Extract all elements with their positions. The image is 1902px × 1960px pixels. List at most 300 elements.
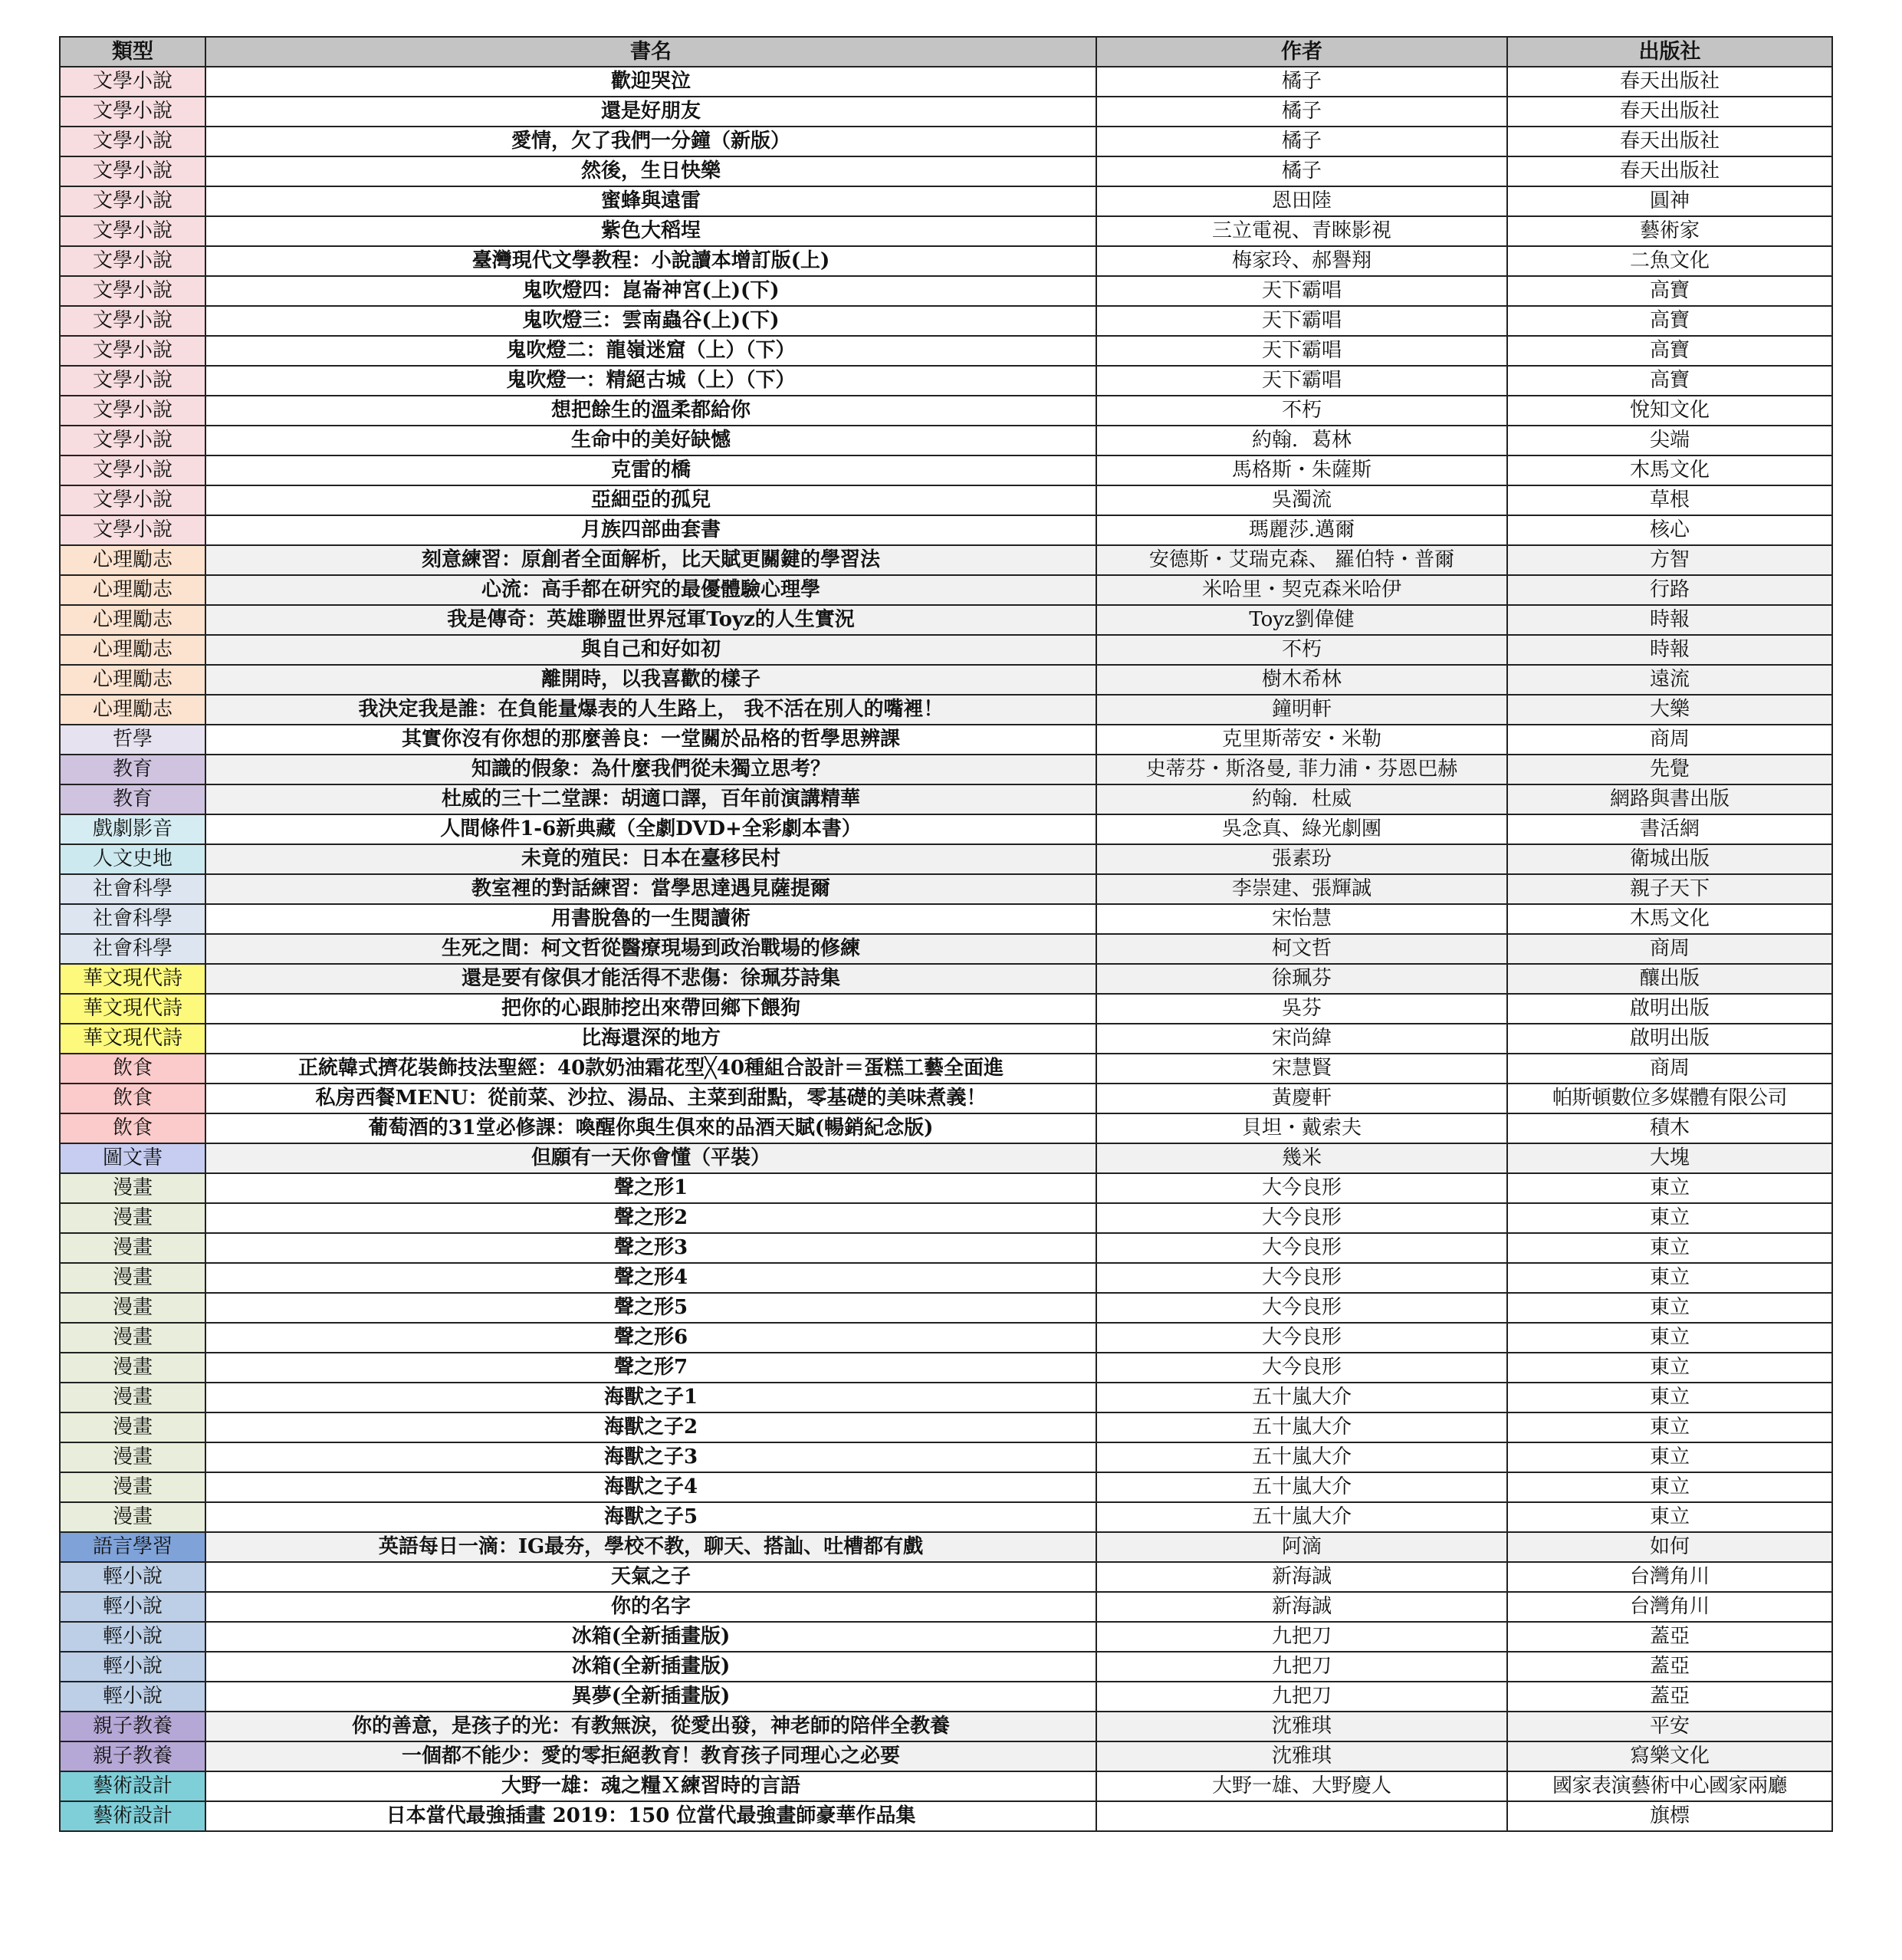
type-cell: 輕小說 — [60, 1562, 205, 1592]
table-row — [60, 1771, 1832, 1801]
author-cell: 米哈里・契克森米哈伊 — [1096, 575, 1507, 605]
type-cell: 文學小說 — [60, 246, 205, 276]
publisher-cell: 蓋亞 — [1507, 1622, 1832, 1652]
table-row — [60, 1412, 1832, 1442]
table-row — [60, 1712, 1832, 1741]
table-row — [60, 635, 1832, 665]
table-row — [60, 725, 1832, 755]
type-cell: 華文現代詩 — [60, 994, 205, 1024]
publisher-cell: 書活網 — [1507, 814, 1832, 844]
table-row — [60, 1054, 1832, 1084]
title-cell: 天氣之子 — [205, 1562, 1096, 1592]
title-cell: 生命中的美好缺憾 — [205, 426, 1096, 455]
table-row — [60, 1084, 1832, 1113]
table-row — [60, 784, 1832, 814]
publisher-cell: 東立 — [1507, 1353, 1832, 1383]
type-cell: 漫畫 — [60, 1383, 205, 1412]
author-cell: 五十嵐大介 — [1096, 1412, 1507, 1442]
type-cell: 文學小說 — [60, 455, 205, 485]
type-cell: 文學小說 — [60, 67, 205, 97]
author-cell: 大今良形 — [1096, 1203, 1507, 1233]
title-cell: 日本當代最強插畫 2019：150 位當代最強畫師豪華作品集 — [205, 1801, 1096, 1831]
title-cell: 把你的心跟肺挖出來帶回鄉下餵狗 — [205, 994, 1096, 1024]
type-cell: 文學小說 — [60, 97, 205, 127]
publisher-cell: 台灣角川 — [1507, 1562, 1832, 1592]
type-cell: 文學小說 — [60, 396, 205, 426]
publisher-cell: 東立 — [1507, 1233, 1832, 1263]
table-row — [60, 1682, 1832, 1712]
table-row — [60, 1562, 1832, 1592]
publisher-cell: 春天出版社 — [1507, 97, 1832, 127]
table-row — [60, 246, 1832, 276]
publisher-cell: 核心 — [1507, 515, 1832, 545]
table-row — [60, 186, 1832, 216]
publisher-cell: 東立 — [1507, 1383, 1832, 1412]
table-row — [60, 1442, 1832, 1472]
publisher-cell: 先覺 — [1507, 755, 1832, 784]
author-cell: 新海誠 — [1096, 1592, 1507, 1622]
table-row — [60, 605, 1832, 635]
table-row — [60, 844, 1832, 874]
publisher-cell: 旗標 — [1507, 1801, 1832, 1831]
type-cell: 輕小說 — [60, 1652, 205, 1682]
table-row — [60, 396, 1832, 426]
type-cell: 華文現代詩 — [60, 964, 205, 994]
table-row — [60, 1801, 1832, 1831]
author-cell: 瑪麗莎.邁爾 — [1096, 515, 1507, 545]
publisher-cell: 蓋亞 — [1507, 1682, 1832, 1712]
type-cell: 漫畫 — [60, 1203, 205, 1233]
table-row — [60, 1024, 1832, 1054]
title-cell: 海獸之子5 — [205, 1502, 1096, 1532]
author-cell: 沈雅琪 — [1096, 1741, 1507, 1771]
author-cell: 徐珮芬 — [1096, 964, 1507, 994]
title-cell: 我是傳奇：英雄聯盟世界冠軍Toyz的人生實況 — [205, 605, 1096, 635]
author-cell: 大今良形 — [1096, 1293, 1507, 1323]
type-cell: 心理勵志 — [60, 695, 205, 725]
author-cell: 黃慶軒 — [1096, 1084, 1507, 1113]
publisher-cell: 高寶 — [1507, 366, 1832, 396]
publisher-cell: 遠流 — [1507, 665, 1832, 695]
publisher-cell: 東立 — [1507, 1293, 1832, 1323]
type-cell: 飲食 — [60, 1054, 205, 1084]
type-cell: 文學小說 — [60, 515, 205, 545]
type-cell: 漫畫 — [60, 1353, 205, 1383]
table-row — [60, 97, 1832, 127]
table-row — [60, 1592, 1832, 1622]
type-cell: 輕小說 — [60, 1622, 205, 1652]
title-cell: 英語每日一滴：IG最夯，學校不教，聊天、搭訕、吐槽都有戲 — [205, 1532, 1096, 1562]
table-row — [60, 67, 1832, 97]
table-row — [60, 515, 1832, 545]
table-row — [60, 874, 1832, 904]
title-cell: 然後，生日快樂 — [205, 156, 1096, 186]
publisher-cell: 商周 — [1507, 725, 1832, 755]
title-cell: 正統韓式擠花裝飾技法聖經：40款奶油霜花型╳40種組合設計＝蛋糕工藝全面進 — [205, 1054, 1096, 1084]
publisher-cell: 時報 — [1507, 635, 1832, 665]
title-cell: 海獸之子1 — [205, 1383, 1096, 1412]
author-cell: 宋慧賢 — [1096, 1054, 1507, 1084]
publisher-cell: 圓神 — [1507, 186, 1832, 216]
table-row — [60, 1622, 1832, 1652]
table-row — [60, 1203, 1832, 1233]
table-row — [60, 1741, 1832, 1771]
title-cell: 亞細亞的孤兒 — [205, 485, 1096, 515]
author-cell: 吳念真、綠光劇團 — [1096, 814, 1507, 844]
publisher-cell: 東立 — [1507, 1442, 1832, 1472]
table-row — [60, 455, 1832, 485]
title-cell: 你的善意，是孩子的光：有教無淚，從愛出發，神老師的陪伴全教養 — [205, 1712, 1096, 1741]
type-cell: 文學小說 — [60, 156, 205, 186]
author-cell: 大今良形 — [1096, 1233, 1507, 1263]
type-cell: 親子教養 — [60, 1741, 205, 1771]
title-cell: 聲之形7 — [205, 1353, 1096, 1383]
title-cell: 離開時，以我喜歡的樣子 — [205, 665, 1096, 695]
author-cell: 貝坦・戴索夫 — [1096, 1113, 1507, 1143]
type-cell: 社會科學 — [60, 934, 205, 964]
title-cell: 大野一雄：魂之糧Ｘ練習時的言語 — [205, 1771, 1096, 1801]
publisher-cell: 春天出版社 — [1507, 67, 1832, 97]
type-cell: 親子教養 — [60, 1712, 205, 1741]
header-row — [60, 37, 1832, 67]
title-cell: 聲之形3 — [205, 1233, 1096, 1263]
title-cell: 生死之間：柯文哲從醫療現場到政治戰場的修練 — [205, 934, 1096, 964]
title-cell: 未竟的殖民：日本在臺移民村 — [205, 844, 1096, 874]
title-cell: 克雷的橋 — [205, 455, 1096, 485]
author-cell: 阿滴 — [1096, 1532, 1507, 1562]
title-cell: 鬼吹燈三：雲南蟲谷(上)(下) — [205, 306, 1096, 336]
type-cell: 飲食 — [60, 1113, 205, 1143]
title-cell: 異夢(全新插畫版) — [205, 1682, 1096, 1712]
publisher-cell: 大塊 — [1507, 1143, 1832, 1173]
table-row — [60, 934, 1832, 964]
author-cell: 恩田陸 — [1096, 186, 1507, 216]
type-cell: 圖文書 — [60, 1143, 205, 1173]
table-row — [60, 1353, 1832, 1383]
author-cell: 橘子 — [1096, 97, 1507, 127]
type-cell: 社會科學 — [60, 904, 205, 934]
title-cell: 心流：高手都在研究的最優體驗心理學 — [205, 575, 1096, 605]
type-cell: 文學小說 — [60, 336, 205, 366]
table-row — [60, 1263, 1832, 1293]
type-cell: 人文史地 — [60, 844, 205, 874]
table-row — [60, 1173, 1832, 1203]
author-cell: 天下霸唱 — [1096, 336, 1507, 366]
author-cell: 柯文哲 — [1096, 934, 1507, 964]
type-cell: 心理勵志 — [60, 575, 205, 605]
table-row — [60, 755, 1832, 784]
type-cell: 心理勵志 — [60, 635, 205, 665]
title-cell: 聲之形2 — [205, 1203, 1096, 1233]
type-cell: 漫畫 — [60, 1173, 205, 1203]
publisher-cell: 東立 — [1507, 1263, 1832, 1293]
type-cell: 漫畫 — [60, 1412, 205, 1442]
author-cell: 吳濁流 — [1096, 485, 1507, 515]
title-cell: 聲之形4 — [205, 1263, 1096, 1293]
title-cell: 杜威的三十二堂課：胡適口譯，百年前演講精華 — [205, 784, 1096, 814]
title-cell: 還是好朋友 — [205, 97, 1096, 127]
title-cell: 海獸之子2 — [205, 1412, 1096, 1442]
author-cell: 新海誠 — [1096, 1562, 1507, 1592]
table-row — [60, 695, 1832, 725]
publisher-cell: 東立 — [1507, 1412, 1832, 1442]
type-cell: 文學小說 — [60, 127, 205, 156]
publisher-cell: 商周 — [1507, 1054, 1832, 1084]
publisher-cell: 積木 — [1507, 1113, 1832, 1143]
author-cell: 幾米 — [1096, 1143, 1507, 1173]
publisher-cell: 寫樂文化 — [1507, 1741, 1832, 1771]
author-cell: 梅家玲、郝譽翔 — [1096, 246, 1507, 276]
title-cell: 一個都不能少：愛的零拒絕教育！教育孩子同理心之必要 — [205, 1741, 1096, 1771]
title-cell: 鬼吹燈一：精絕古城（上）（下） — [205, 366, 1096, 396]
type-cell: 文學小說 — [60, 366, 205, 396]
type-cell: 輕小說 — [60, 1682, 205, 1712]
type-cell: 戲劇影音 — [60, 814, 205, 844]
author-cell: 天下霸唱 — [1096, 306, 1507, 336]
title-cell: 你的名字 — [205, 1592, 1096, 1622]
type-cell: 漫畫 — [60, 1502, 205, 1532]
author-cell: 橘子 — [1096, 127, 1507, 156]
author-cell: 大今良形 — [1096, 1173, 1507, 1203]
publisher-cell: 時報 — [1507, 605, 1832, 635]
table-row — [60, 1143, 1832, 1173]
title-cell: 刻意練習：原創者全面解析，比天賦更關鍵的學習法 — [205, 545, 1096, 575]
publisher-cell: 二魚文化 — [1507, 246, 1832, 276]
publisher-cell: 商周 — [1507, 934, 1832, 964]
table-row — [60, 426, 1832, 455]
table-row — [60, 336, 1832, 366]
table-row — [60, 156, 1832, 186]
table-row — [60, 904, 1832, 934]
author-cell: Toyz劉偉健 — [1096, 605, 1507, 635]
type-cell: 文學小說 — [60, 276, 205, 306]
author-cell: 鐘明軒 — [1096, 695, 1507, 725]
publisher-cell: 如何 — [1507, 1532, 1832, 1562]
author-cell: 樹木希林 — [1096, 665, 1507, 695]
author-cell: 馬格斯・朱薩斯 — [1096, 455, 1507, 485]
type-cell: 文學小說 — [60, 306, 205, 336]
title-cell: 私房西餐MENU：從前菜、沙拉、湯品、主菜到甜點，零基礎的美味煮義！ — [205, 1084, 1096, 1113]
table-row — [60, 1532, 1832, 1562]
type-cell: 文學小說 — [60, 186, 205, 216]
title-cell: 聲之形5 — [205, 1293, 1096, 1323]
author-cell: 橘子 — [1096, 156, 1507, 186]
publisher-cell: 高寶 — [1507, 276, 1832, 306]
author-cell: 不朽 — [1096, 396, 1507, 426]
publisher-cell: 平安 — [1507, 1712, 1832, 1741]
publisher-cell: 行路 — [1507, 575, 1832, 605]
title-cell: 比海還深的地方 — [205, 1024, 1096, 1054]
title-cell: 知識的假象：為什麼我們從未獨立思考？ — [205, 755, 1096, 784]
author-cell: 安德斯・艾瑞克森、 羅伯特・普爾 — [1096, 545, 1507, 575]
table-body — [60, 67, 1832, 1831]
author-cell: 克里斯蒂安・米勒 — [1096, 725, 1507, 755]
author-cell: 大今良形 — [1096, 1263, 1507, 1293]
title-cell: 想把餘生的溫柔都給你 — [205, 396, 1096, 426]
table-row — [60, 366, 1832, 396]
title-cell: 冰箱(全新插畫版) — [205, 1622, 1096, 1652]
table-row — [60, 306, 1832, 336]
title-cell: 與自己和好如初 — [205, 635, 1096, 665]
type-cell: 漫畫 — [60, 1323, 205, 1353]
title-cell: 聲之形6 — [205, 1323, 1096, 1353]
type-cell: 社會科學 — [60, 874, 205, 904]
title-cell: 冰箱(全新插畫版) — [205, 1652, 1096, 1682]
title-cell: 其實你沒有你想的那麼善良：一堂關於品格的哲學思辨課 — [205, 725, 1096, 755]
table-row — [60, 485, 1832, 515]
publisher-cell: 悅知文化 — [1507, 396, 1832, 426]
publisher-cell: 東立 — [1507, 1502, 1832, 1532]
author-cell: 五十嵐大介 — [1096, 1383, 1507, 1412]
publisher-cell: 春天出版社 — [1507, 156, 1832, 186]
title-cell: 我決定我是誰：在負能量爆表的人生路上， 我不活在別人的嘴裡！ — [205, 695, 1096, 725]
type-cell: 文學小說 — [60, 485, 205, 515]
table-row — [60, 994, 1832, 1024]
publisher-cell: 啟明出版 — [1507, 1024, 1832, 1054]
author-cell: 五十嵐大介 — [1096, 1502, 1507, 1532]
type-cell: 文學小說 — [60, 426, 205, 455]
publisher-cell: 木馬文化 — [1507, 904, 1832, 934]
author-cell: 沈雅琪 — [1096, 1712, 1507, 1741]
table-row — [60, 1233, 1832, 1263]
header-author: 作者 — [1096, 37, 1507, 67]
table-row — [60, 964, 1832, 994]
type-cell: 文學小說 — [60, 216, 205, 246]
publisher-cell: 台灣角川 — [1507, 1592, 1832, 1622]
author-cell: 天下霸唱 — [1096, 366, 1507, 396]
publisher-cell: 網路與書出版 — [1507, 784, 1832, 814]
author-cell: 李崇建、張輝誠 — [1096, 874, 1507, 904]
table-row — [60, 1652, 1832, 1682]
type-cell: 語言學習 — [60, 1532, 205, 1562]
header-publisher: 出版社 — [1507, 37, 1832, 67]
table-row — [60, 1472, 1832, 1502]
title-cell: 鬼吹燈二：龍嶺迷窟（上）（下） — [205, 336, 1096, 366]
type-cell: 漫畫 — [60, 1263, 205, 1293]
publisher-cell: 大樂 — [1507, 695, 1832, 725]
publisher-cell: 高寶 — [1507, 306, 1832, 336]
table-row — [60, 575, 1832, 605]
author-cell: 大野一雄、大野慶人 — [1096, 1771, 1507, 1801]
type-cell: 藝術設計 — [60, 1771, 205, 1801]
type-cell: 心理勵志 — [60, 665, 205, 695]
title-cell: 鬼吹燈四：崑崙神宮(上)(下) — [205, 276, 1096, 306]
header-type: 類型 — [60, 37, 205, 67]
author-cell: 吳芬 — [1096, 994, 1507, 1024]
header-title: 書名 — [205, 37, 1096, 67]
table-row — [60, 1293, 1832, 1323]
title-cell: 聲之形1 — [205, 1173, 1096, 1203]
title-cell: 蜜蜂與遠雷 — [205, 186, 1096, 216]
author-cell: 約翰．葛林 — [1096, 426, 1507, 455]
book-list-table — [59, 36, 1833, 1832]
title-cell: 海獸之子3 — [205, 1442, 1096, 1472]
title-cell: 還是要有傢俱才能活得不悲傷：徐珮芬詩集 — [205, 964, 1096, 994]
author-cell: 橘子 — [1096, 67, 1507, 97]
title-cell: 葡萄酒的31堂必修課：喚醒你與生俱來的品酒天賦(暢銷紀念版) — [205, 1113, 1096, 1143]
type-cell: 哲學 — [60, 725, 205, 755]
table-row — [60, 127, 1832, 156]
publisher-cell: 東立 — [1507, 1472, 1832, 1502]
publisher-cell: 藝術家 — [1507, 216, 1832, 246]
author-cell: 九把刀 — [1096, 1622, 1507, 1652]
author-cell: 張素玢 — [1096, 844, 1507, 874]
table-row — [60, 1383, 1832, 1412]
type-cell: 華文現代詩 — [60, 1024, 205, 1054]
author-cell: 五十嵐大介 — [1096, 1472, 1507, 1502]
type-cell: 漫畫 — [60, 1233, 205, 1263]
author-cell: 五十嵐大介 — [1096, 1442, 1507, 1472]
type-cell: 教育 — [60, 784, 205, 814]
title-cell: 紫色大稻埕 — [205, 216, 1096, 246]
author-cell: 九把刀 — [1096, 1682, 1507, 1712]
type-cell: 漫畫 — [60, 1442, 205, 1472]
title-cell: 歡迎哭泣 — [205, 67, 1096, 97]
title-cell: 但願有一天你會懂（平裝） — [205, 1143, 1096, 1173]
publisher-cell: 釀出版 — [1507, 964, 1832, 994]
type-cell: 漫畫 — [60, 1472, 205, 1502]
author-cell: 約翰．杜威 — [1096, 784, 1507, 814]
title-cell: 愛情，欠了我們一分鐘（新版） — [205, 127, 1096, 156]
publisher-cell: 草根 — [1507, 485, 1832, 515]
publisher-cell: 東立 — [1507, 1323, 1832, 1353]
publisher-cell: 親子天下 — [1507, 874, 1832, 904]
author-cell: 史蒂芬・斯洛曼, 菲力浦・芬恩巴赫 — [1096, 755, 1507, 784]
title-cell: 人間條件1-6新典藏（全劇DVD+全彩劇本書） — [205, 814, 1096, 844]
publisher-cell: 尖端 — [1507, 426, 1832, 455]
table-row — [60, 1323, 1832, 1353]
publisher-cell: 蓋亞 — [1507, 1652, 1832, 1682]
type-cell: 漫畫 — [60, 1293, 205, 1323]
type-cell: 心理勵志 — [60, 545, 205, 575]
title-cell: 教室裡的對話練習：當學思達遇見薩提爾 — [205, 874, 1096, 904]
title-cell: 用書脫魯的一生閱讀術 — [205, 904, 1096, 934]
author-cell — [1096, 1801, 1507, 1831]
publisher-cell: 高寶 — [1507, 336, 1832, 366]
publisher-cell: 國家表演藝術中心國家兩廳 — [1507, 1771, 1832, 1801]
author-cell: 宋尚緯 — [1096, 1024, 1507, 1054]
author-cell: 大今良形 — [1096, 1323, 1507, 1353]
publisher-cell: 啟明出版 — [1507, 994, 1832, 1024]
author-cell: 大今良形 — [1096, 1353, 1507, 1383]
author-cell: 不朽 — [1096, 635, 1507, 665]
table-row — [60, 216, 1832, 246]
author-cell: 宋怡慧 — [1096, 904, 1507, 934]
publisher-cell: 東立 — [1507, 1203, 1832, 1233]
type-cell: 輕小說 — [60, 1592, 205, 1622]
type-cell: 教育 — [60, 755, 205, 784]
author-cell: 九把刀 — [1096, 1652, 1507, 1682]
title-cell: 臺灣現代文學教程：小說讀本增訂版(上) — [205, 246, 1096, 276]
table-row — [60, 276, 1832, 306]
publisher-cell: 春天出版社 — [1507, 127, 1832, 156]
title-cell: 月族四部曲套書 — [205, 515, 1096, 545]
type-cell: 心理勵志 — [60, 605, 205, 635]
author-cell: 三立電視、青睞影視 — [1096, 216, 1507, 246]
table-row — [60, 1502, 1832, 1532]
publisher-cell: 方智 — [1507, 545, 1832, 575]
publisher-cell: 東立 — [1507, 1173, 1832, 1203]
table-row — [60, 814, 1832, 844]
author-cell: 天下霸唱 — [1096, 276, 1507, 306]
table-row — [60, 665, 1832, 695]
title-cell: 海獸之子4 — [205, 1472, 1096, 1502]
publisher-cell: 衛城出版 — [1507, 844, 1832, 874]
publisher-cell: 帕斯頓數位多媒體有限公司 — [1507, 1084, 1832, 1113]
publisher-cell: 木馬文化 — [1507, 455, 1832, 485]
table-row — [60, 1113, 1832, 1143]
type-cell: 藝術設計 — [60, 1801, 205, 1831]
